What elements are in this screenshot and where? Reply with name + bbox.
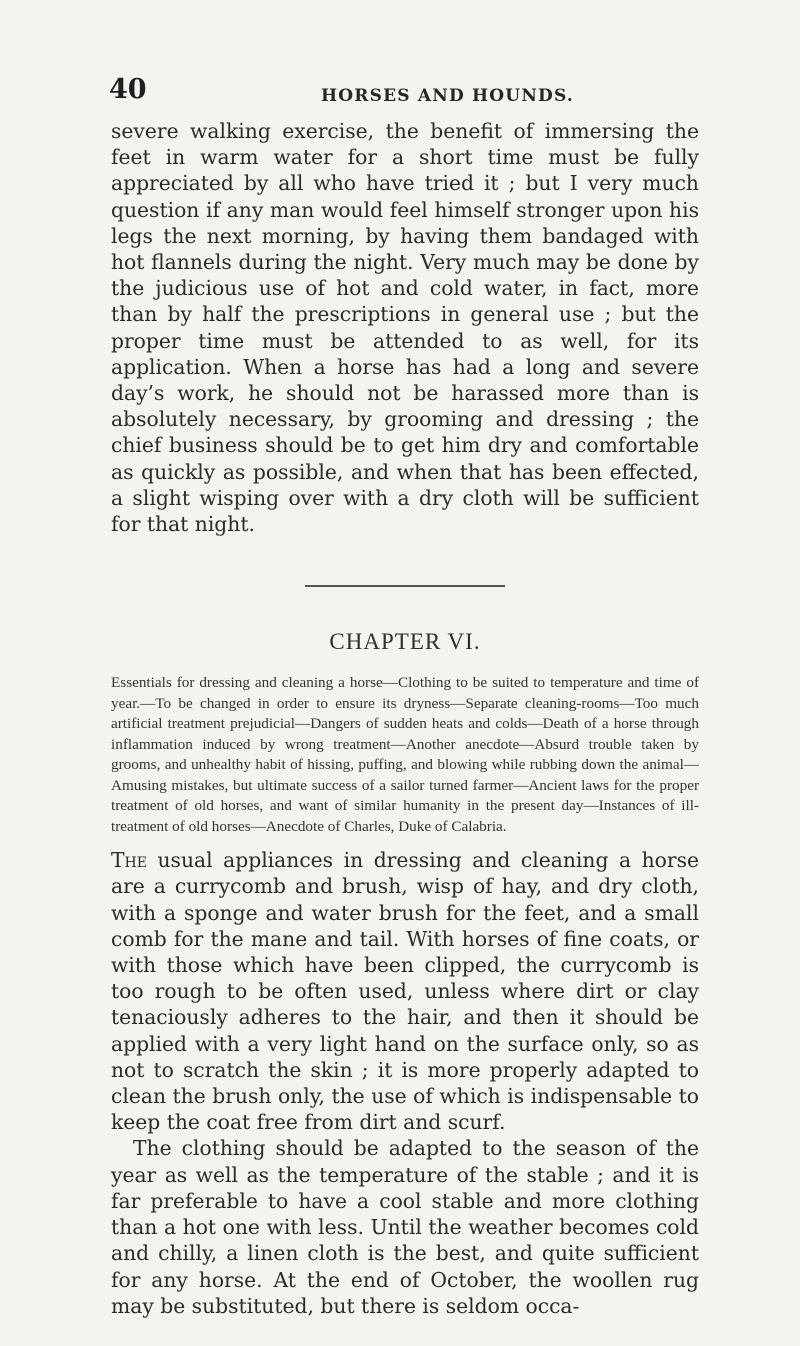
page-number: 40 (109, 74, 147, 105)
opening-paragraph: severe walking exercise, the benefit of immersing the feet in warm water for a short time must be fully appreciated by all who have tried it ; but I very much question if any man would feel himself stronger upon his legs the next morning, by having them bandaged with hot flannels during the night. Very much may be done by the judicious use of hot and cold water, in fact, more than by half the prescriptions in general use ; but the proper time must be attended to as well, for its application. When a horse has had a long and severe day’s work, he should not be harassed more than is absolutely necessary, by grooming and dressing ; the chief business should be to get him dry and comfortable as quickly as possible, and when that has been effected, a slight wisping over with a dry cloth will be sufficient for that night. (111, 119, 699, 537)
section-divider (305, 585, 505, 587)
body-paragraph-1 (111, 847, 699, 1135)
book-page (111, 72, 699, 1319)
running-head (111, 72, 699, 106)
chapter-heading: CHAPTER VI. (329, 629, 481, 655)
drop-lead-word: The (111, 848, 147, 873)
running-title: HORSES AND HOUNDS. (321, 86, 574, 106)
body-paragraph-2: The clothing should be adapted to the season of the year as well as the temperature of the stable ; and it is far preferable to have a cool stable and more clothing than a hot one with less. Until the weather becomes cold and chilly, a linen cloth is the best, and quite sufficient for any horse. At the end of October, the woollen rug may be substituted, but there is seldom occa- (111, 1136, 699, 1318)
chapter-summary: Essentials for dressing and cleaning a horse—Clothing to be suited to temperature and time of year.—To be changed in order to ensure its dryness—Separate cleaning-rooms—Too much artificial treatment prejudicial—Dangers of sudden heats and colds—Death of a horse through inflammation induced by wrong treatment—Another anecdote—Absurd trouble taken by grooms, and unhealthy habit of hissing, puffing, and blowing while rubbing down the animal—Amusing mistakes, but ultimate success of a sailor turned farmer—Ancient laws for the proper treatment of old horses, and want of similar humanity in the present day—Instances of ill-treatment of old horses—Anecdote of Charles, Duke of Calabria. (111, 674, 699, 835)
body-paragraph-1-text: usual appliances in dressing and cleaning a horse are a currycomb and brush, wisp of hay, and dry cloth, with a sponge and water brush for the feet, and a small comb for the mane and tail. With horses of fine coats, or with those which have been clipped, the currycomb is too rough to be often used, unless where dirt or clay tenaciously adheres to the hair, and then it should be applied with a very light hand on the surface only, so as not to scratch the skin ; it is more properly adapted to clean the brush only, the use of which is indispensable to keep the coat free from dirt and scurf. (111, 848, 699, 1135)
